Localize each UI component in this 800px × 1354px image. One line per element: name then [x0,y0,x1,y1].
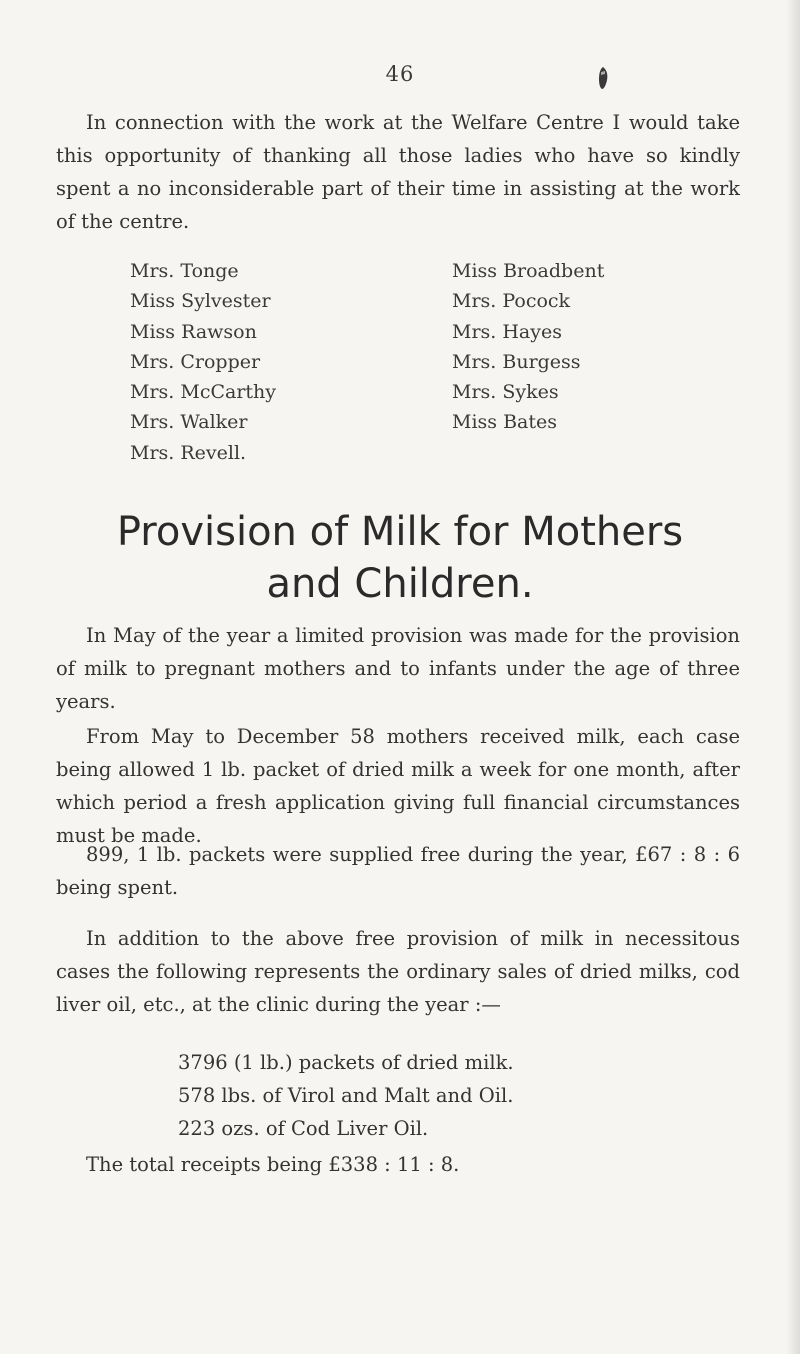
name-entry: Mrs. McCarthy [130,381,277,404]
name-entry: Mrs. Walker [130,411,248,434]
total-receipts: The total receipts being £338 : 11 : 8. [86,1153,460,1176]
page-edge-shadow [786,0,800,1354]
name-entry: Mrs. Revell. [130,441,247,464]
name-entry: Mrs. Tonge [130,260,239,282]
name-entry: Miss Sylvester [130,290,271,313]
sales-item: 3796 (1 lb.) packets of dried milk. [178,1051,514,1074]
names-right-column [452,256,722,438]
heading-line-1: Provision of Milk for Mothers [116,509,684,555]
name-entry: Miss Bates [452,411,557,434]
section-heading [0,506,800,610]
sales-item: 578 lbs. of Virol and Malt and Oil. [178,1084,514,1107]
page-number: 46 [385,62,415,86]
ink-blot-mark [596,66,610,90]
body-paragraph-4: In addition to the above free provision of milk in necessitous cases the following represents the ordinary sales of dried milks, cod liver oil, etc., at the clinic during the year :— [56,927,740,1016]
name-entry: Miss Rawson [130,320,257,343]
body-paragraph-1: In May of the year a limited provision was made for the provision of milk to pregnant mothers and to infants under the age of three years. [56,624,740,713]
name-entry: Mrs. Sykes [452,381,559,404]
name-entry: Mrs. Pocock [452,290,571,313]
intro-paragraph: In connection with the work at the Welfare Centre I would take this opportunity of thanking all those ladies who have so kindly spent a no inconsiderable part of their time in assisting at the work of the centre. [56,111,740,233]
heading-line-2: and Children. [266,561,534,607]
name-entry: Miss Broadbent [452,260,605,282]
body-paragraph-2: From May to December 58 mothers received milk, each case being allowed 1 lb. packet of dried milk a week for one month, after which period a fresh application giving full financial circumstances must be made. [56,725,740,847]
sales-list [178,1046,514,1145]
names-left-column [130,256,400,468]
name-entry: Mrs. Cropper [130,350,261,373]
name-entry: Mrs. Burgess [452,350,581,373]
body-paragraph-3: 899, 1 lb. packets were supplied free during the year, £67 : 8 : 6 being spent. [56,843,740,899]
name-entry: Mrs. Hayes [452,320,562,343]
sales-item: 223 ozs. of Cod Liver Oil. [178,1117,429,1140]
